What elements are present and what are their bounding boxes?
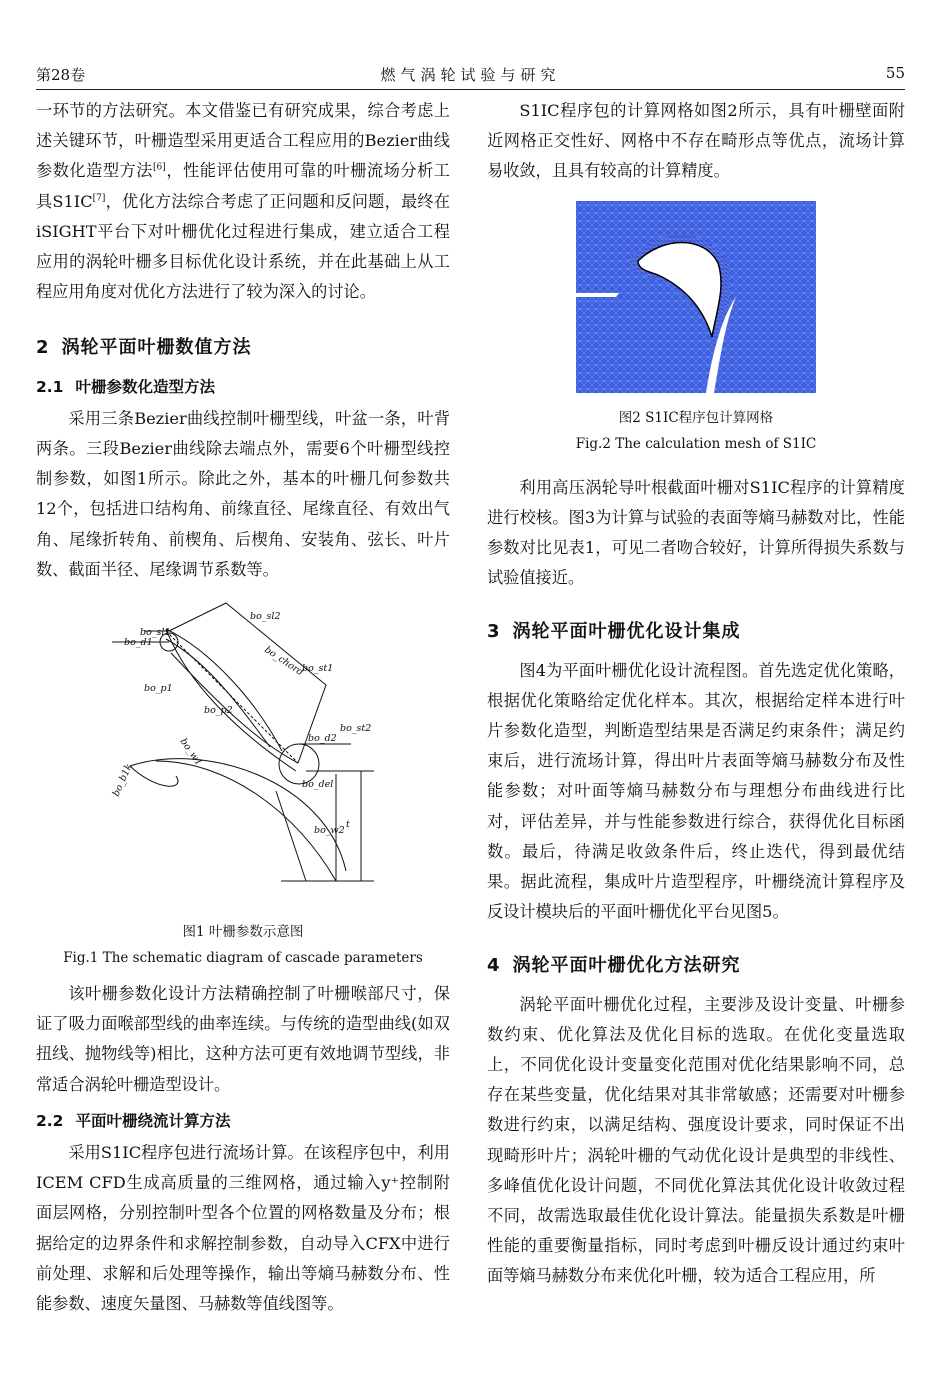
- s1ic-paragraph: S1IC程序包的计算网格如图2所示，具有叶栅壁面附近网格正交性好、网格中不存在畸形点等优点，流场计算易收敛，且具有较高的计算精度。: [487, 101, 905, 181]
- figure-1-caption-en: Fig.1 The schematic diagram of cascade parameters: [63, 950, 423, 967]
- label-bo-d1: bo_d1: [124, 637, 153, 649]
- label-bo-st2: bo_st2: [340, 723, 372, 735]
- section-4-paragraph: 涡轮平面叶栅优化过程，主要涉及设计变量、叶栅参数约束、优化算法及优化目标的选取。在优化变量选取上，不同优化设计变量变化范围对优化结果影响不同，总存在某些变量，优化结果对其非常敏感；还需要对叶栅参数进行约束，以满足结构、强度设计要求，同时保证不出现畸形叶片；涡轮叶栅的气动优化设计是典型的非线性、多峰值优化设计问题，不同优化算法其优化设计收敛过程不同，故需选取最佳优化设计算法。能量损失系数是叶栅性能的重要衡量指标，同时考虑到叶栅反设计通过约束叶面等熵马赫数分布来优化叶栅，较为适合工程应用，所: [487, 994, 905, 1286]
- figure-2-caption-cn: 图2 S1IC程序包计算网格: [618, 409, 774, 426]
- section-4-heading: 4 涡轮平面叶栅优化方法研究: [487, 955, 741, 977]
- running-header: [36, 62, 905, 88]
- figure-2-caption-en: Fig.2 The calculation mesh of S1IC: [575, 435, 817, 452]
- blade-pressure-line: [166, 639, 270, 747]
- section-2-1-paragraph: 采用三条Bezier曲线控制叶栅型线，叶盆一条，叶背两条。三段Bezier曲线除去端点外，需要6个叶栅型线控制参数，如图1所示。除此之外，基本的叶栅几何参数共12个，包括进口结构角、前缘直径、尾缘直径、有效出气角、尾缘折转角、前楔角、后楔角、安装角、弦长、叶片数、截面半径、尾缘调节系数等。: [36, 408, 450, 579]
- ref-6: [6]: [153, 163, 166, 174]
- volume-label: 第28卷: [36, 66, 86, 84]
- section-2-2-paragraph: 采用S1IC程序包进行流场计算。在该程序包中，利用ICEM CFD生成高质量的三维网格，通过输入y⁺控制附面层网格，分别控制叶型各个位置的网格数量及分布；根据给定的边界条件和求解控制参数，自动导入CFX中进行前处理、求解和后处理等操作，输出等熵马赫数分布、性能参数、速度矢量图、马赫数等值线图等。: [36, 1143, 450, 1314]
- figure-2: [487, 201, 905, 457]
- section-3-paragraph: 图4为平面叶栅优化设计流程图。首先选定优化策略，根据优化策略给定优化样本。其次，根据给定样本进行叶片参数化造型，判断造型结果是否满足约束条件；满足约束后，进行流场计算，得出叶片表面等熵马赫数分布及性能参数；对叶面等熵马赫数分布与理想分布曲线进行比对，评估差异，并与性能参数进行综合，获得优化目标函数。最后，待满足收敛条件后，终止迭代，得到最优结果。据此流程，集成叶片造型程序，叶栅绕流计算程序及反设计模块后的平面叶栅优化平台见图5。: [487, 660, 905, 922]
- lower-blade-line: [130, 759, 346, 871]
- figure-1-caption-cn: 图1 叶栅参数示意图: [182, 924, 304, 941]
- section-2-2-heading: 2.2 平面叶栅绕流计算方法: [36, 1111, 231, 1130]
- journal-name: 燃气涡轮试验与研究: [380, 66, 561, 84]
- label-t: t: [346, 819, 350, 831]
- label-bo-del: bo_del: [302, 779, 334, 791]
- label-bo-w1: bo_w1: [177, 736, 205, 768]
- label-bo-sl2: bo_sl2: [250, 611, 281, 623]
- left-column: [36, 96, 450, 1319]
- label-bo-chord: bo_chord: [262, 644, 306, 679]
- label-bo-sl1: bo_sl1: [140, 627, 171, 639]
- section-2-heading: 2 涡轮平面叶栅数值方法: [36, 337, 252, 359]
- calculation-mesh-image: [576, 201, 816, 393]
- section-3-heading: 3 涡轮平面叶栅优化设计集成: [487, 621, 741, 643]
- cascade-parameters-diagram: [36, 591, 450, 921]
- header-rule: [36, 89, 905, 90]
- section-2-1-paragraph-2: 该叶栅参数化设计方法精确控制了叶栅喉部尺寸，保证了吸力面喉部型线的曲率连续。与传统的造型曲线(如双扭线、抛物线等)相比，这种方法可更有效地调节型线，非常适合涡轮叶栅造型设计。: [36, 984, 450, 1094]
- page-number: 55: [885, 64, 905, 82]
- section-2-1-heading: 2.1 叶栅参数化造型方法: [36, 377, 215, 396]
- figure-1: [36, 591, 450, 971]
- label-bo-p1: bo_p1: [144, 683, 173, 695]
- control-polygon: [169, 603, 326, 763]
- label-bo-p2: bo_p2: [204, 705, 233, 717]
- label-bo-b1k: bo_b1k: [110, 762, 135, 799]
- right-column: [487, 96, 905, 1292]
- verification-paragraph: 利用高压涡轮导叶根截面叶栅对S1IC程序的计算精度进行校核。图3为计算与试验的表面等熵马赫数对比，性能参数对比见表1，可见二者吻合较好，计算所得损失系数与试验值接近。: [487, 477, 905, 588]
- label-bo-d2: bo_d2: [308, 733, 337, 745]
- intro-paragraph: 一环节的方法研究。本文借鉴已有研究成果，综合考虑上述关键环节，叶栅造型采用更适合工程应用的Bezier曲线参数化造型方法[6]，性能评估使用可靠的叶栅流场分析工具S1IC[7]，优化方法综合考虑了正问题和反问题，最终在iSIGHT平台下对叶栅优化过程进行集成，建立适合工程应用的涡轮叶栅多目标优化设计系统，并在此基础上从工程应用角度对优化方法进行了较为深入的讨论。: [36, 101, 451, 302]
- label-bo-w2: bo_w2: [314, 825, 345, 837]
- blade-suction-line: [166, 629, 282, 751]
- ref-7: [7]: [92, 193, 106, 204]
- label-bo-st1: bo_st1: [302, 663, 334, 675]
